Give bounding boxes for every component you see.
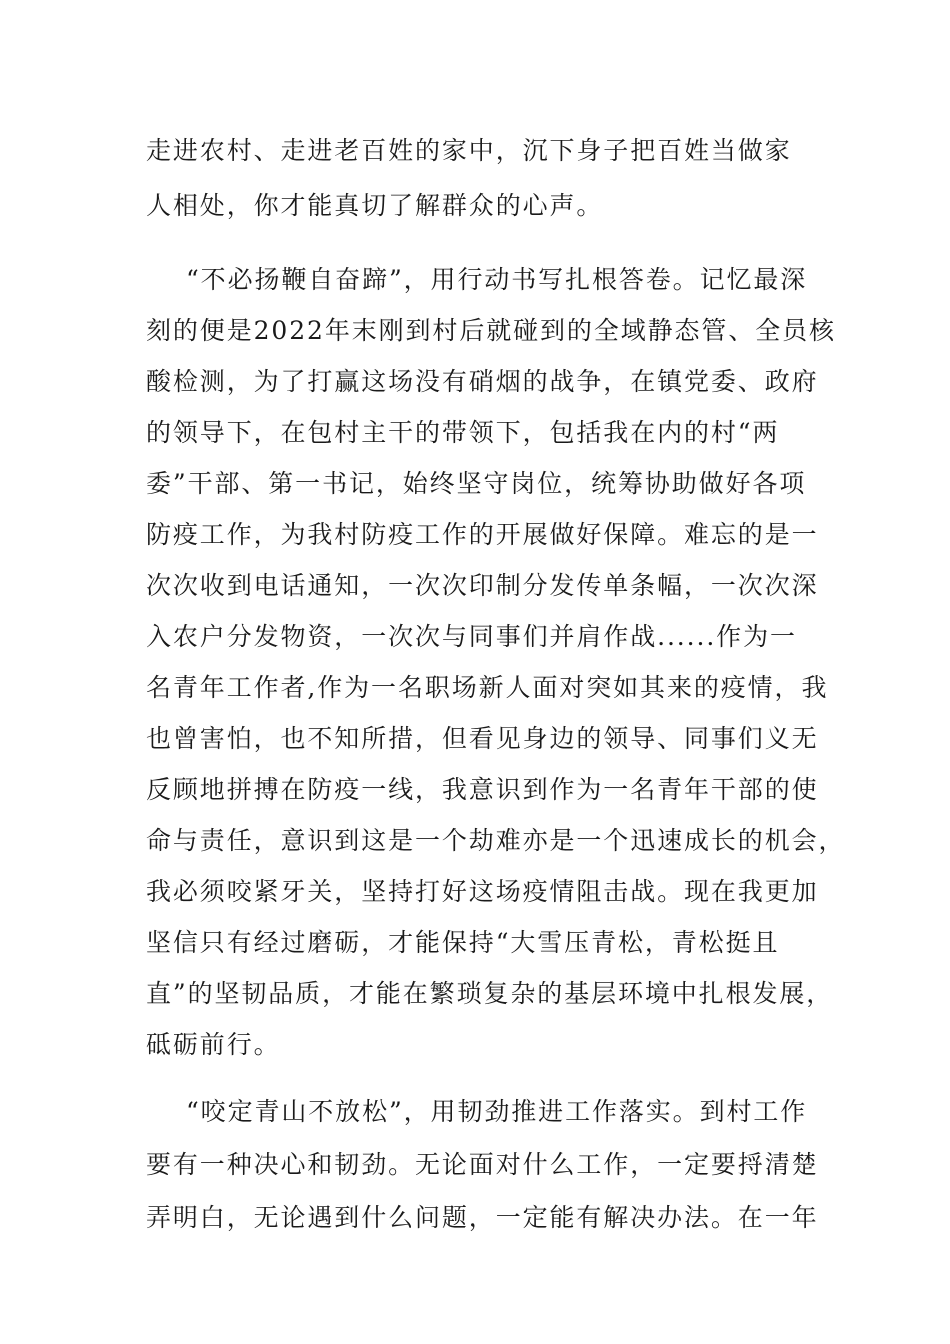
- text-line: 入农户分发物资，一次次与同事们并肩作战......作为一: [146, 622, 797, 651]
- text-line: 刻的便是2022年末刚到村后就碰到的全域静态管、全员核: [146, 316, 836, 345]
- text-line: 名青年工作者,作为一名职场新人面对突如其来的疫情，我: [146, 673, 829, 702]
- text-line: 防疫工作，为我村防疫工作的开展做好保障。难忘的是一: [146, 520, 819, 549]
- text-line: “不必扬鞭自奋蹄”，用行动书写扎根答卷。记忆最深: [186, 265, 808, 294]
- text-line: 我必须咬紧牙关，坚持打好这场疫情阻击战。现在我更加: [146, 877, 819, 906]
- text-line: “咬定青山不放松”，用韧劲推进工作落实。到村工作: [186, 1097, 808, 1126]
- text-line: 也曾害怕，也不知所措，但看见身边的领导、同事们义无: [146, 724, 819, 753]
- text-line: 坚信只有经过磨砺，才能保持“大雪压青松，青松挺且: [146, 928, 780, 957]
- text-line: 命与责任，意识到这是一个劫难亦是一个迅速成长的机会，: [146, 826, 846, 855]
- text-line: 委”干部、第一书记，始终坚守岗位，统筹协助做好各项: [146, 469, 807, 498]
- text-line: 人相处，你才能真切了解群众的心声。: [146, 191, 604, 220]
- text-line: 要有一种决心和韧劲。无论面对什么工作，一定要捋清楚: [146, 1150, 819, 1179]
- text-line: 直”的坚韧品质，才能在繁琐复杂的基层环境中扎根发展，: [146, 979, 834, 1008]
- text-line: 酸检测，为了打赢这场没有硝烟的战争，在镇党委、政府: [146, 367, 819, 396]
- text-line: 走进农村、走进老百姓的家中，沉下身子把百姓当做家: [146, 136, 792, 165]
- text-line: 弄明白，无论遇到什么问题，一定能有解决办法。在一年: [146, 1203, 819, 1232]
- text-line: 砥砺前行。: [146, 1030, 281, 1059]
- text-line: 次次收到电话通知，一次次印制分发传单条幅，一次次深: [146, 571, 819, 600]
- text-line: 反顾地拼搏在防疫一线，我意识到作为一名青年干部的使: [146, 775, 819, 804]
- text-line: 的领导下，在包村主干的带领下，包括我在内的村“两: [146, 418, 780, 447]
